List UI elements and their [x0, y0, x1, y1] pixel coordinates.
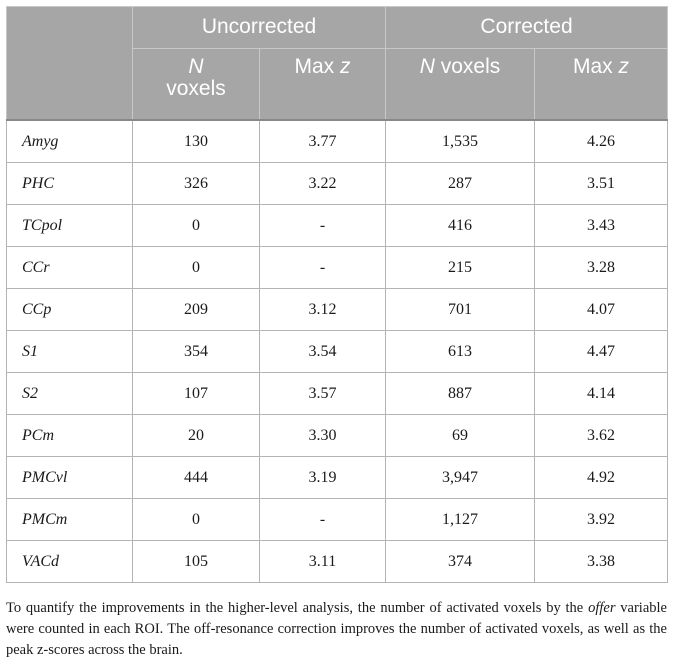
uncorrected-n-voxels-cell: 20 — [133, 415, 260, 457]
roi-cell: PCm — [7, 415, 133, 457]
table-body — [7, 120, 668, 583]
uncorrected-max-z-cell: - — [260, 499, 386, 541]
corrected-n-voxels-cell: 287 — [386, 163, 535, 205]
uncorrected-max-z-cell: 3.54 — [260, 331, 386, 373]
header-cor-max-z — [535, 49, 668, 121]
table-row — [7, 499, 668, 541]
uncorrected-n-voxels-cell: 0 — [133, 205, 260, 247]
corrected-max-z-cell: 4.07 — [535, 289, 668, 331]
roi-cell: CCr — [7, 247, 133, 289]
table-footnote — [6, 598, 667, 661]
table-row — [7, 415, 668, 457]
roi-cell: PHC — [7, 163, 133, 205]
uncorrected-n-voxels-cell: 444 — [133, 457, 260, 499]
table-row — [7, 373, 668, 415]
corrected-max-z-cell: 4.14 — [535, 373, 668, 415]
header-voxels-label: voxels — [440, 55, 501, 78]
uncorrected-n-voxels-cell: 326 — [133, 163, 260, 205]
corrected-n-voxels-cell: 215 — [386, 247, 535, 289]
corrected-n-voxels-cell: 374 — [386, 541, 535, 583]
header-row-groups — [7, 7, 668, 49]
header-uncorrected: Uncorrected — [133, 7, 386, 49]
footnote-text-end: variable were counted in each ROI. The off-resonance correction improves the number of activated voxels, as well as the peak z-scores across the brain. — [6, 600, 667, 658]
corrected-n-voxels-cell: 1,535 — [386, 120, 535, 163]
header-z-symbol: z — [340, 55, 351, 78]
uncorrected-max-z-cell: - — [260, 205, 386, 247]
table-row — [7, 247, 668, 289]
roi-cell: TCpol — [7, 205, 133, 247]
header-max-label: Max — [294, 55, 335, 78]
uncorrected-n-voxels-cell: 105 — [133, 541, 260, 583]
uncorrected-n-voxels-cell: 107 — [133, 373, 260, 415]
corrected-n-voxels-cell: 3,947 — [386, 457, 535, 499]
roi-cell: VACd — [7, 541, 133, 583]
header-cor-n-voxels — [386, 49, 535, 121]
uncorrected-max-z-cell: 3.11 — [260, 541, 386, 583]
corrected-max-z-cell: 3.43 — [535, 205, 668, 247]
corrected-n-voxels-cell: 69 — [386, 415, 535, 457]
corrected-n-voxels-cell: 701 — [386, 289, 535, 331]
header-z-symbol: z — [618, 55, 630, 78]
uncorrected-max-z-cell: 3.77 — [260, 120, 386, 163]
corrected-max-z-cell: 4.92 — [535, 457, 668, 499]
uncorrected-n-voxels-cell: 209 — [133, 289, 260, 331]
corrected-max-z-cell: 3.62 — [535, 415, 668, 457]
uncorrected-n-voxels-cell: 0 — [133, 247, 260, 289]
uncorrected-n-voxels-cell: 0 — [133, 499, 260, 541]
corrected-n-voxels-cell: 416 — [386, 205, 535, 247]
header-unc-max-z — [260, 49, 386, 121]
corrected-n-voxels-cell: 887 — [386, 373, 535, 415]
roi-cell: S2 — [7, 373, 133, 415]
corrected-max-z-cell: 3.38 — [535, 541, 668, 583]
header-n-symbol: N — [188, 55, 204, 78]
uncorrected-max-z-cell: 3.57 — [260, 373, 386, 415]
corrected-max-z-cell: 3.92 — [535, 499, 668, 541]
corrected-max-z-cell: 3.51 — [535, 163, 668, 205]
header-voxels-label: voxels — [166, 77, 226, 101]
header-max-label: Max — [573, 55, 613, 78]
roi-cell: Amyg — [7, 120, 133, 163]
uncorrected-max-z-cell: 3.30 — [260, 415, 386, 457]
uncorrected-max-z-cell: 3.12 — [260, 289, 386, 331]
header-unc-n-voxels — [133, 49, 260, 121]
uncorrected-max-z-cell: 3.19 — [260, 457, 386, 499]
table-row — [7, 541, 668, 583]
footnote-text-start: To quantify the improvements in the higher-level analysis, the number of activated voxels by the — [6, 600, 589, 616]
table-row — [7, 331, 668, 373]
corrected-n-voxels-cell: 613 — [386, 331, 535, 373]
results-table — [6, 6, 668, 583]
roi-cell: S1 — [7, 331, 133, 373]
uncorrected-max-z-cell: 3.22 — [260, 163, 386, 205]
corrected-max-z-cell: 4.26 — [535, 120, 668, 163]
header-n-symbol: N — [419, 55, 435, 78]
table-row — [7, 457, 668, 499]
table-row — [7, 289, 668, 331]
corrected-n-voxels-cell: 1,127 — [386, 499, 535, 541]
corrected-max-z-cell: 4.47 — [535, 331, 668, 373]
roi-cell: PMCm — [7, 499, 133, 541]
uncorrected-n-voxels-cell: 354 — [133, 331, 260, 373]
uncorrected-max-z-cell: - — [260, 247, 386, 289]
table-row — [7, 163, 668, 205]
footnote-italic-term: offer — [588, 600, 616, 616]
header-corner-cell — [7, 7, 133, 121]
header-corrected: Corrected — [386, 7, 668, 49]
roi-cell: CCp — [7, 289, 133, 331]
corrected-max-z-cell: 3.28 — [535, 247, 668, 289]
table-header — [7, 7, 668, 121]
table-row — [7, 120, 668, 163]
table-row — [7, 205, 668, 247]
roi-cell: PMCvl — [7, 457, 133, 499]
uncorrected-n-voxels-cell: 130 — [133, 120, 260, 163]
